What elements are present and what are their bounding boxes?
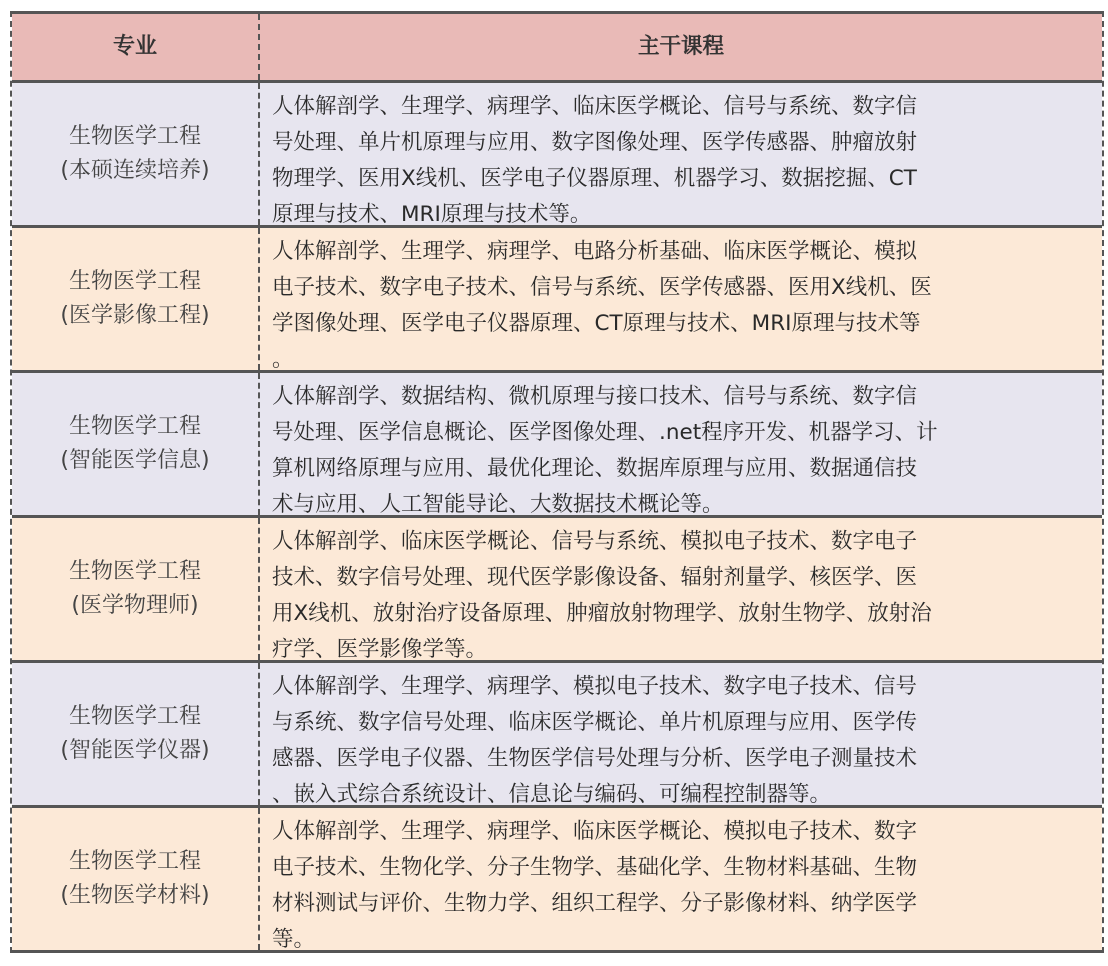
- header-courses: 主干课程: [637, 34, 724, 59]
- course-line: 电子技术、生物化学、分子生物学、基础化学、生物材料基础、生物: [272, 855, 918, 880]
- major-cell: [12, 373, 260, 515]
- course-line: 材料测试与评价、生物力学、组织工程学、分子影像材料、纳学医学: [272, 891, 918, 916]
- course-line: 用X线机、放射治疗设备原理、肿瘤放射物理学、放射生物学、放射治: [272, 601, 932, 626]
- major-name: 生物医学工程: [68, 849, 201, 874]
- course-line: 人体解剖学、数据结构、微机原理与接口技术、信号与系统、数字信: [272, 384, 918, 409]
- major-cell: [12, 83, 260, 225]
- table-row: [12, 373, 1102, 518]
- major-track: (生物医学材料): [60, 883, 210, 908]
- table-header: [12, 14, 1102, 83]
- course-line: 号处理、单片机原理与应用、数字图像处理、医学传感器、肿瘤放射: [272, 130, 918, 155]
- courses-table: [10, 11, 1104, 953]
- course-line: 人体解剖学、生理学、病理学、电路分析基础、临床医学概论、模拟: [272, 239, 918, 264]
- courses-cell: [260, 83, 1102, 225]
- major-track: (智能医学仪器): [60, 738, 210, 763]
- course-line: 术与应用、人工智能导论、大数据技术概论等。: [272, 492, 724, 515]
- major-name: 生物医学工程: [68, 124, 201, 149]
- course-line: 与系统、数字信号处理、临床医学概论、单片机原理与应用、医学传: [272, 710, 918, 735]
- table-row: [12, 83, 1102, 228]
- table-row: [12, 518, 1102, 663]
- major-name: 生物医学工程: [68, 559, 201, 584]
- course-line: 感器、医学电子仪器、生物医学信号处理与分析、医学电子测量技术: [272, 746, 918, 771]
- major-track: (本硕连续培养): [60, 158, 210, 183]
- courses-cell: [260, 808, 1102, 950]
- major-track: (医学影像工程): [60, 303, 210, 328]
- course-line: 人体解剖学、临床医学概论、信号与系统、模拟电子技术、数字电子: [272, 529, 918, 554]
- major-cell: [12, 518, 260, 660]
- major-track: (医学物理师): [71, 593, 199, 618]
- courses-cell: [260, 518, 1102, 660]
- course-line: 物理学、医用X线机、医学电子仪器原理、机器学习、数据挖掘、CT: [272, 166, 917, 191]
- courses-cell: [260, 663, 1102, 805]
- major-cell: [12, 228, 260, 370]
- header-major: 专业: [12, 14, 260, 80]
- course-line: 等。: [272, 927, 316, 950]
- table-row: [12, 228, 1102, 373]
- table-row: [12, 808, 1102, 953]
- course-line: 、嵌入式综合系统设计、信息论与编码、可编程控制器等。: [272, 782, 832, 805]
- course-line: 技术、数字信号处理、现代医学影像设备、辐射剂量学、核医学、医: [272, 565, 918, 590]
- courses-cell: [260, 228, 1102, 370]
- table-row: [12, 663, 1102, 808]
- course-line: 学图像处理、医学电子仪器原理、CT原理与技术、MRI原理与技术等: [272, 311, 921, 336]
- course-line: 人体解剖学、生理学、病理学、临床医学概论、信号与系统、数字信: [272, 94, 918, 119]
- major-name: 生物医学工程: [68, 704, 201, 729]
- course-line: 算机网络原理与应用、最优化理论、数据库原理与应用、数据通信技: [272, 456, 918, 481]
- course-line: 。: [272, 347, 294, 370]
- major-cell: [12, 663, 260, 805]
- course-line: 人体解剖学、生理学、病理学、临床医学概论、模拟电子技术、数字: [272, 819, 918, 844]
- course-line: 电子技术、数字电子技术、信号与系统、医学传感器、医用X线机、医: [272, 275, 932, 300]
- course-line: 号处理、医学信息概论、医学图像处理、.net程序开发、机器学习、计: [272, 420, 938, 445]
- courses-cell: [260, 373, 1102, 515]
- major-name: 生物医学工程: [68, 269, 201, 294]
- course-line: 原理与技术、MRI原理与技术等。: [272, 202, 592, 225]
- course-line: 人体解剖学、生理学、病理学、模拟电子技术、数字电子技术、信号: [272, 674, 918, 699]
- course-line: 疗学、医学影像学等。: [272, 637, 488, 660]
- major-name: 生物医学工程: [68, 414, 201, 439]
- major-track: (智能医学信息): [60, 448, 210, 473]
- major-cell: [12, 808, 260, 950]
